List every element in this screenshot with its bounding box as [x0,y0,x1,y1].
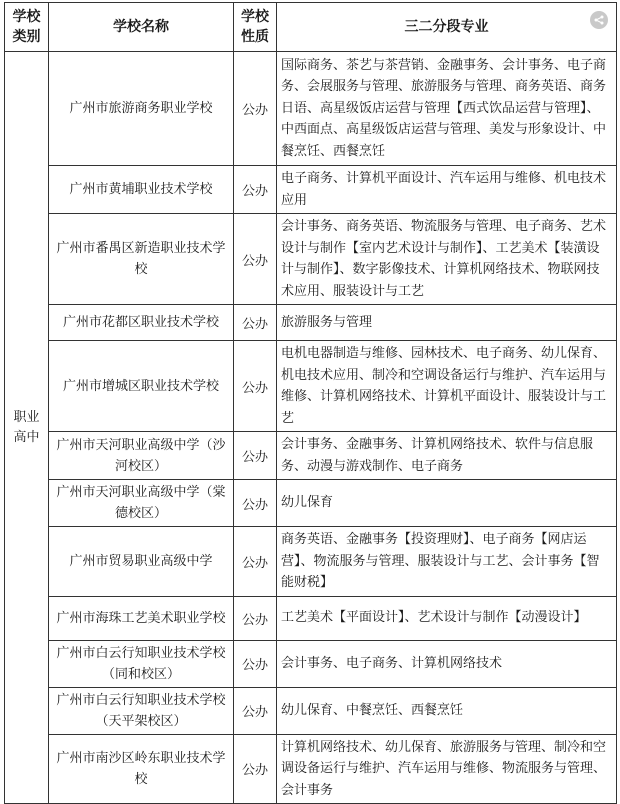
header-name: 学校名称 [49,3,234,52]
school-nature: 公办 [234,480,277,527]
school-majors: 会计事务、金融事务、计算机网络技术、软件与信息服务、动漫与游戏制作、电子商务 [277,432,617,480]
table-row [5,734,617,804]
school-nature: 公办 [234,432,277,480]
share-icon[interactable] [590,11,608,29]
school-majors: 计算机网络技术、幼儿保育、旅游服务与管理、制冷和空调设备运行与维护、汽车运用与维修、物流服务与管理、会计事务 [277,734,617,804]
school-nature: 公办 [234,305,277,341]
table-row [5,341,617,432]
table-row [5,52,617,166]
school-name: 广州市白云行知职业技术学校（天平架校区） [49,687,234,734]
table-row [5,214,617,305]
category-cell: 职业 高中 [5,52,49,804]
school-name: 广州市黄埔职业技术学校 [49,166,234,214]
school-nature: 公办 [234,734,277,804]
header-category: 学校 类别 [5,3,49,52]
table-row [5,480,617,527]
school-nature: 公办 [234,596,277,640]
school-name: 广州市番禺区新造职业技术学校 [49,214,234,305]
school-majors: 会计事务、电子商务、计算机网络技术 [277,640,617,687]
school-nature: 公办 [234,52,277,166]
school-majors: 幼儿保育 [277,480,617,527]
table-row [5,640,617,687]
table-row [5,166,617,214]
school-majors: 旅游服务与管理 [277,305,617,341]
school-majors: 电机电器制造与维修、园林技术、电子商务、幼儿保育、机电技术应用、制冷和空调设备运行与维护、汽车运用与维修、计算机网络技术、计算机平面设计、服装设计与工艺 [277,341,617,432]
school-name: 广州市天河职业高级中学（沙河校区） [49,432,234,480]
school-name: 广州市天河职业高级中学（棠德校区） [49,480,234,527]
header-nature: 学校 性质 [234,3,277,52]
school-majors: 商务英语、金融事务【投资理财】、电子商务【网店运营】、物流服务与管理、服装设计与工艺、会计事务【智能财税】 [277,527,617,597]
school-name: 广州市南沙区岭东职业技术学校 [49,734,234,804]
school-name: 广州市白云行知职业技术学校（同和校区） [49,640,234,687]
school-nature: 公办 [234,341,277,432]
table-row [5,596,617,640]
school-nature: 公办 [234,214,277,305]
school-majors: 幼儿保育、中餐烹饪、西餐烹饪 [277,687,617,734]
school-majors: 会计事务、商务英语、物流服务与管理、电子商务、艺术设计与制作【室内艺术设计与制作】、工艺美术【装潢设计与制作】、数字影像技术、计算机网络技术、物联网技术应用、服装设计与工艺 [277,214,617,305]
school-name: 广州市花都区职业技术学校 [49,305,234,341]
header-majors: 三二分段专业 [277,3,617,52]
table-row [5,527,617,597]
school-name: 广州市旅游商务职业学校 [49,52,234,166]
table-header-row [5,3,617,52]
school-majors: 工艺美术【平面设计】、艺术设计与制作【动漫设计】 [277,596,617,640]
school-name: 广州市海珠工艺美术职业学校 [49,596,234,640]
table-row [5,687,617,734]
school-nature: 公办 [234,687,277,734]
school-majors: 国际商务、茶艺与茶营销、金融事务、会计事务、电子商务、会展服务与管理、旅游服务与管理、商务英语、商务日语、高星级饭店运营与管理【西式饮品运营与管理】、中西面点、高星级饭店运营与管理、美发与形象设计、中餐烹饪、西餐烹饪 [277,52,617,166]
school-nature: 公办 [234,640,277,687]
school-nature: 公办 [234,166,277,214]
school-name: 广州市增城区职业技术学校 [49,341,234,432]
table-row [5,305,617,341]
school-name: 广州市贸易职业高级中学 [49,527,234,597]
school-majors: 电子商务、计算机平面设计、汽车运用与维修、机电技术应用 [277,166,617,214]
table-row [5,432,617,480]
schools-table [4,2,617,804]
school-nature: 公办 [234,527,277,597]
